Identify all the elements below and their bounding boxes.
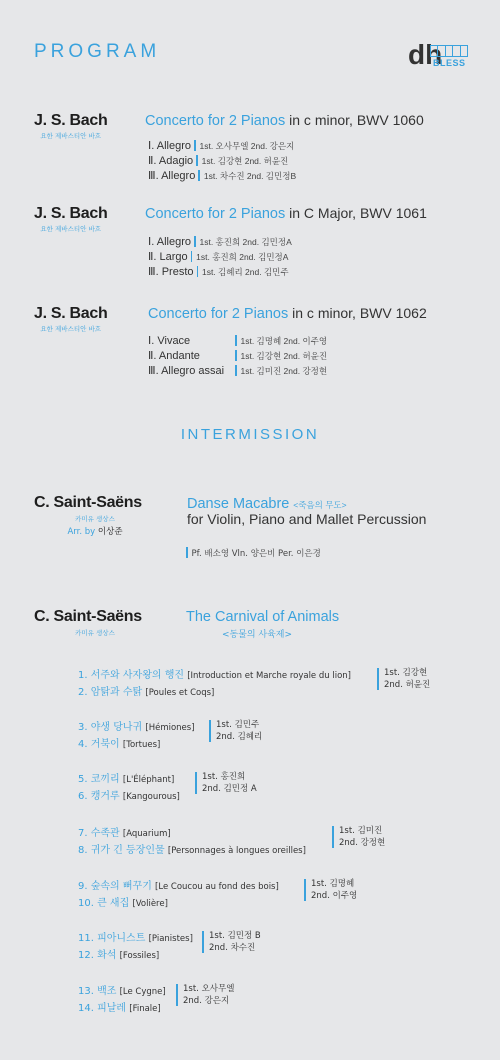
composer-name: C. Saint-Saëns — [34, 608, 142, 625]
work-name: Danse Macabre — [187, 496, 290, 512]
bach1-composer-block — [34, 112, 107, 140]
carnival-group — [78, 718, 195, 752]
movement-row: Ⅲ. Allegro 1st. 차수진 2nd. 김민정B — [148, 170, 297, 182]
bach2-movements — [148, 235, 292, 280]
list-item: 8. 귀가 긴 등장인물 [Personnages à longues oreilles] — [78, 845, 306, 856]
saens2-work-korean: <동물의 사육제> — [221, 630, 293, 640]
saens1-performers: Pf. 배소영 Vln. 양은비 Per. 이은경 — [183, 541, 321, 560]
performer-pair: 1st. 홍진희 2nd. 김민정 A — [202, 772, 257, 794]
composer-korean: 요한 제바스티안 바흐 — [40, 132, 102, 140]
work-name: Concerto for 2 Pianos — [145, 113, 286, 129]
performer-pair: 1st. 김강현 2nd. 허윤진 — [384, 668, 431, 690]
bach3-movements — [148, 334, 327, 379]
saens2-work-title — [186, 608, 339, 625]
list-item: 13. 백조 [Le Cygne] — [78, 986, 166, 997]
list-item: 7. 수족관 [Aquarium] — [78, 828, 171, 839]
logo-text: BLESS — [433, 58, 466, 68]
carnival-group — [78, 666, 351, 700]
movement-row: Ⅱ. Andante 1st. 김강현 2nd. 허윤진 — [148, 350, 328, 362]
carnival-group — [78, 824, 306, 858]
bach2-composer-block — [34, 205, 107, 233]
list-item: 14. 피날레 [Finale] — [78, 1003, 161, 1014]
carnival-group — [78, 877, 279, 911]
bach3-work-title — [148, 305, 427, 322]
work-key: in c minor, BWV 1062 — [288, 305, 427, 321]
performer-pair: 1st. 김민정 B 2nd. 차수진 — [209, 931, 261, 953]
list-item: 1. 서주와 사자왕의 행진 [Introduction et Marche royale du lion] — [78, 670, 351, 681]
list-item: 11. 피아니스트 [Pianistes] — [78, 933, 193, 944]
bless-logo — [408, 39, 470, 70]
performer-pair: 1st. 오사무엘 2nd. 강은지 — [183, 984, 235, 1006]
composer-name: C. Saint-Saëns — [34, 494, 142, 511]
saens1-work-subtitle: for Violin, Piano and Mallet Percussion — [187, 511, 427, 527]
list-item: 5. 코끼리 [L'Éléphant] — [78, 774, 175, 785]
list-item: 3. 야생 당나귀 [Hémiones] — [78, 722, 195, 733]
list-item: 2. 암탉과 수탉 [Poules et Coqs] — [78, 687, 215, 698]
bach1-work-title — [145, 112, 424, 129]
saens2-composer-block — [34, 608, 156, 637]
list-item: 10. 큰 새집 [Volière] — [78, 898, 168, 909]
work-name: Concerto for 2 Pianos — [145, 206, 286, 222]
movement-row: Ⅲ. Allegro assai 1st. 김미진 2nd. 강정현 — [148, 365, 328, 377]
performer-pair: 1st. 김미진 2nd. 강정현 — [339, 826, 386, 848]
composer-name: J. S. Bach — [34, 205, 108, 222]
logo-letters: dh — [408, 39, 443, 70]
piano-keys-icon — [430, 45, 468, 57]
movement-row: Ⅰ. Allegro 1st. 홍진희 2nd. 김민정A — [148, 236, 292, 248]
work-key: in C Major, BWV 1061 — [285, 205, 427, 221]
bach2-work-title — [145, 205, 427, 222]
composer-name: J. S. Bach — [34, 305, 108, 322]
composer-korean: 카미유 생상스 — [75, 515, 115, 523]
performer-pair: 1st. 김명혜 2nd. 이주영 — [311, 879, 358, 901]
movement-row: Ⅱ. Largo 1st. 홍진희 2nd. 김민정A — [148, 251, 289, 263]
list-item: 4. 거북이 [Tortues] — [78, 739, 161, 750]
performer-pair: 1st. 김민주 2nd. 김혜리 — [216, 720, 263, 742]
carnival-group — [78, 982, 166, 1016]
list-item: 6. 캥거루 [Kangourous] — [78, 791, 180, 802]
work-key: in c minor, BWV 1060 — [285, 112, 424, 128]
saens1-work-title — [187, 495, 347, 512]
intermission-heading: INTERMISSION — [180, 426, 320, 443]
movement-row: Ⅰ. Vivace 1st. 김명혜 2nd. 이주영 — [148, 335, 328, 347]
composer-korean: 요한 제바스티안 바흐 — [40, 325, 102, 333]
bach3-composer-block — [34, 305, 107, 333]
arranger: Arr. by 이상준 — [67, 527, 123, 537]
carnival-group — [78, 929, 193, 963]
work-korean: <죽음의 무도> — [293, 500, 347, 510]
movement-row: Ⅲ. Presto 1st. 김혜리 2nd. 김민주 — [148, 266, 289, 278]
bach1-movements — [148, 139, 296, 184]
page-title: PROGRAM — [34, 41, 161, 62]
movement-row: Ⅱ. Adagio 1st. 김강현 2nd. 허윤진 — [148, 155, 289, 167]
composer-name: J. S. Bach — [34, 112, 108, 129]
movement-row: Ⅰ. Allegro 1st. 오사무엘 2nd. 강은지 — [148, 140, 295, 152]
saens1-composer-block — [34, 494, 156, 537]
work-name: The Carnival of Animals — [186, 609, 340, 625]
composer-korean: 요한 제바스티안 바흐 — [40, 225, 102, 233]
work-name: Concerto for 2 Pianos — [148, 306, 289, 322]
list-item: 9. 숲속의 뻐꾸기 [Le Coucou au fond des bois] — [78, 881, 279, 892]
list-item: 12. 화석 [Fossiles] — [78, 950, 160, 961]
composer-korean: 카미유 생상스 — [75, 629, 115, 637]
carnival-group — [78, 770, 180, 804]
